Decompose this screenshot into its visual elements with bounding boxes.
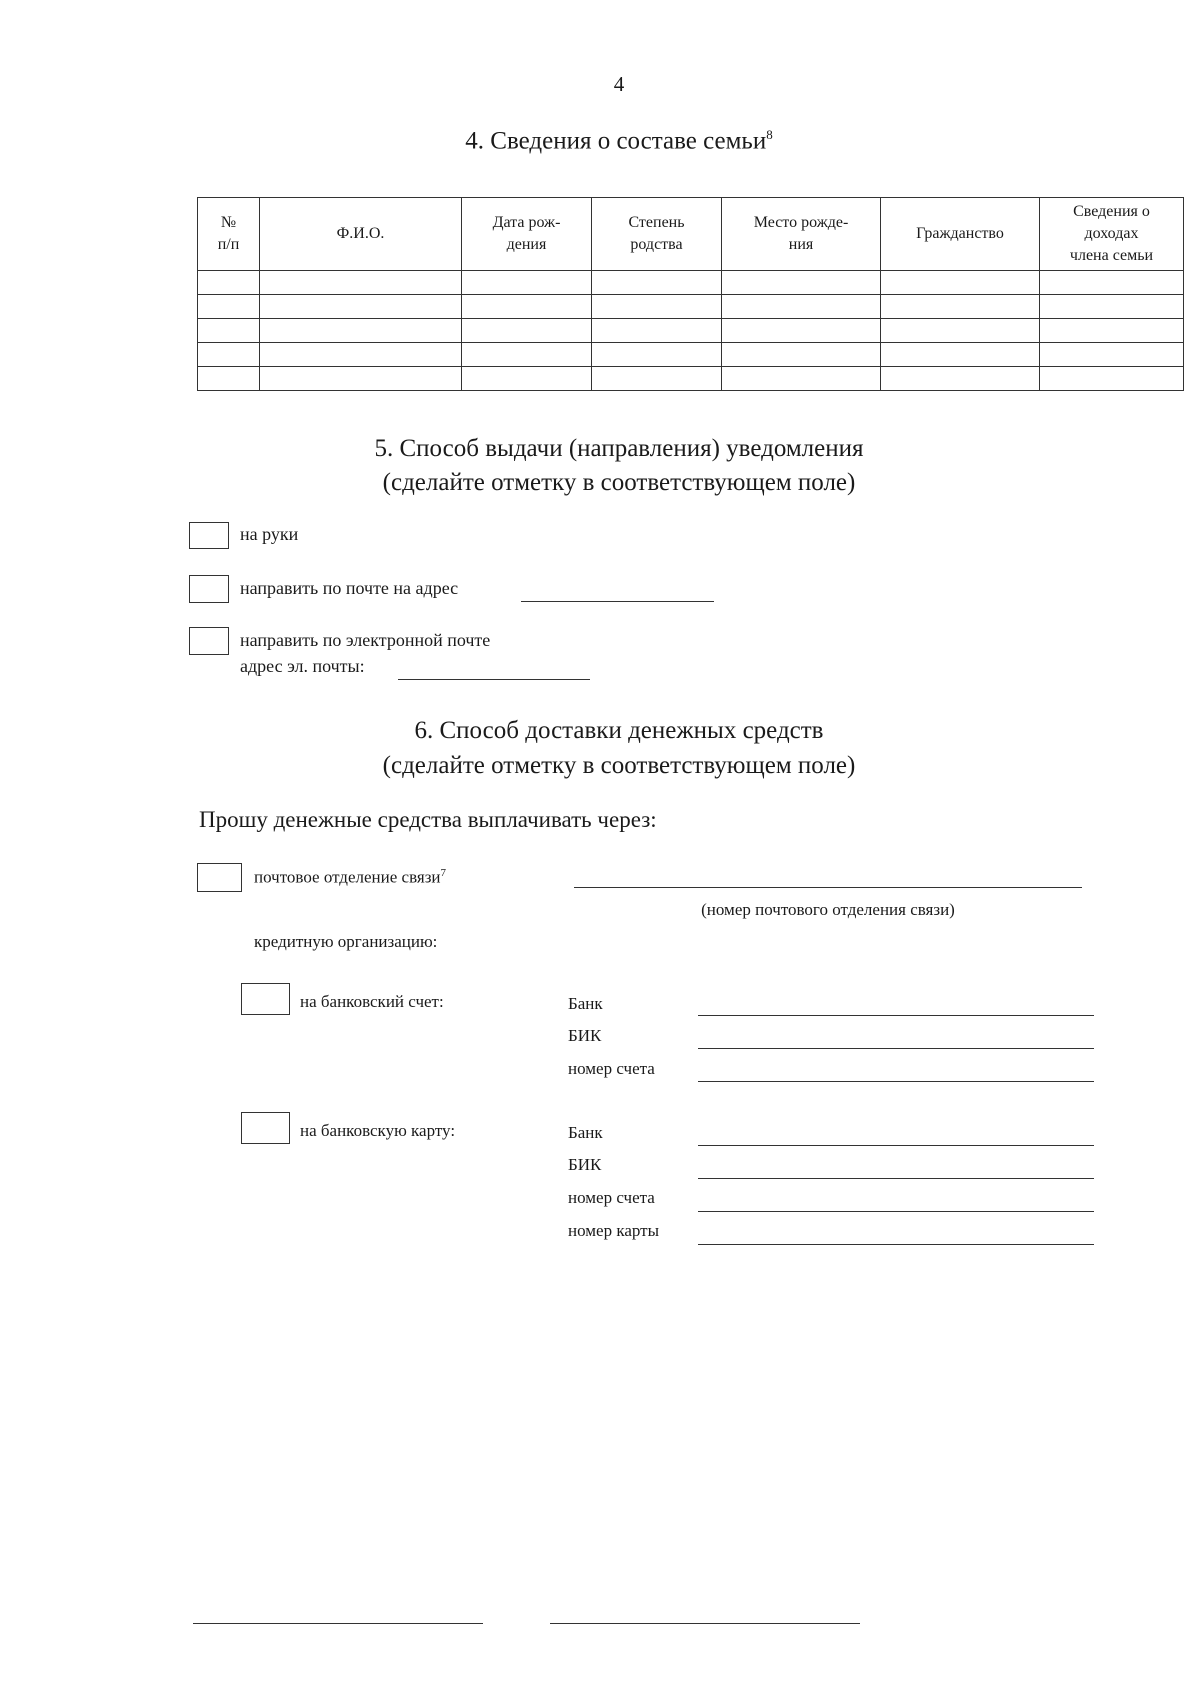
- checkbox-post-delivery[interactable]: [189, 575, 229, 603]
- section-5-subtitle: (сделайте отметку в соответствующем поле): [382, 469, 856, 496]
- column-header-birth-place: Место рожде- ния: [722, 198, 881, 271]
- footnote-mark: 7: [440, 867, 447, 879]
- section-4-title: [0, 127, 1200, 155]
- table-cell[interactable]: [260, 271, 462, 295]
- table-cell[interactable]: [260, 295, 462, 319]
- table-cell[interactable]: [462, 343, 592, 367]
- bank-account-bank-line[interactable]: [698, 1015, 1094, 1016]
- bank-card-number-line[interactable]: [698, 1244, 1094, 1245]
- family-composition-table: [197, 197, 1184, 391]
- table-cell[interactable]: [722, 367, 881, 391]
- column-header-citizenship: Гражданство: [881, 198, 1040, 271]
- column-header-birth-date: Дата рож- дения: [462, 198, 592, 271]
- table-cell[interactable]: [198, 343, 260, 367]
- column-header-number: № п/п: [198, 198, 260, 271]
- table-cell[interactable]: [592, 271, 722, 295]
- table-cell[interactable]: [881, 367, 1040, 391]
- post-office-label: [254, 867, 446, 888]
- table-cell[interactable]: [592, 295, 722, 319]
- table-cell[interactable]: [722, 271, 881, 295]
- table-row: [198, 295, 1184, 319]
- bank-card-bank-line[interactable]: [698, 1145, 1094, 1146]
- checkbox-hand-delivery[interactable]: [189, 522, 229, 549]
- table-cell[interactable]: [881, 295, 1040, 319]
- post-office-label-text: почтовое отделение связи: [254, 867, 441, 887]
- table-cell[interactable]: [462, 367, 592, 391]
- table-cell[interactable]: [1040, 367, 1184, 391]
- bank-card-account-label: номер счета: [568, 1188, 655, 1207]
- table-cell[interactable]: [1040, 295, 1184, 319]
- signature-decoding-line[interactable]: [550, 1623, 860, 1624]
- credit-organization-label: кредитную организацию:: [254, 932, 438, 951]
- table-cell[interactable]: [722, 343, 881, 367]
- signature-line[interactable]: [193, 1623, 483, 1624]
- option-post-delivery-label: направить по почте на адрес: [240, 578, 459, 598]
- page-number: 4: [613, 72, 625, 96]
- section-5-title: 5. Способ выдачи (направления) уведомления: [374, 435, 864, 462]
- bank-card-bik-line[interactable]: [698, 1178, 1094, 1179]
- option-hand-delivery-label: на руки: [240, 524, 299, 544]
- table-cell[interactable]: [592, 319, 722, 343]
- table-cell[interactable]: [592, 367, 722, 391]
- bank-card-bik-label: БИК: [568, 1155, 602, 1174]
- table-cell[interactable]: [592, 343, 722, 367]
- footnote-mark: 8: [766, 127, 773, 142]
- bank-card-number-label: номер карты: [568, 1221, 660, 1240]
- option-email-delivery-label: направить по электронной почте: [240, 630, 491, 650]
- table-row: [198, 367, 1184, 391]
- bank-account-number-line[interactable]: [698, 1081, 1094, 1082]
- table-cell[interactable]: [260, 319, 462, 343]
- checkbox-bank-card[interactable]: [241, 1112, 290, 1144]
- table-cell[interactable]: [198, 295, 260, 319]
- table-cell[interactable]: [260, 343, 462, 367]
- table-cell[interactable]: [1040, 319, 1184, 343]
- post-address-line[interactable]: [521, 601, 714, 602]
- bank-account-bik-line[interactable]: [698, 1048, 1094, 1049]
- bank-account-bank-label: Банк: [568, 994, 603, 1013]
- post-office-number-line[interactable]: [574, 887, 1082, 888]
- table-row: [198, 343, 1184, 367]
- email-address-line[interactable]: [398, 679, 590, 680]
- section-6-title: 6. Способ доставки денежных средств: [414, 717, 824, 744]
- table-row: [198, 271, 1184, 295]
- table-cell[interactable]: [260, 367, 462, 391]
- table-cell[interactable]: [462, 271, 592, 295]
- table-row: [198, 319, 1184, 343]
- bank-card-bank-label: Банк: [568, 1123, 603, 1142]
- column-header-income: Сведения о доходах члена семьи: [1040, 198, 1184, 271]
- bank-card-account-line[interactable]: [698, 1211, 1094, 1212]
- payment-intro: Прошу денежные средства выплачивать через:: [199, 807, 657, 832]
- checkbox-post-office[interactable]: [197, 863, 242, 892]
- table-cell[interactable]: [722, 319, 881, 343]
- table-cell[interactable]: [198, 271, 260, 295]
- bank-account-label: на банковский счет:: [300, 992, 444, 1011]
- checkbox-email-delivery[interactable]: [189, 627, 229, 655]
- checkbox-bank-account[interactable]: [241, 983, 290, 1015]
- section-6-subtitle: (сделайте отметку в соответствующем поле): [382, 752, 856, 779]
- table-cell[interactable]: [722, 295, 881, 319]
- table-cell[interactable]: [881, 319, 1040, 343]
- table-cell[interactable]: [462, 295, 592, 319]
- table-cell[interactable]: [462, 319, 592, 343]
- post-office-number-caption: (номер почтового отделения связи): [701, 900, 955, 919]
- bank-account-bik-label: БИК: [568, 1026, 602, 1045]
- email-address-label: адрес эл. почты:: [240, 656, 365, 676]
- table-cell[interactable]: [881, 271, 1040, 295]
- table-cell[interactable]: [1040, 271, 1184, 295]
- table-cell[interactable]: [198, 367, 260, 391]
- section-4-title-text: 4. Сведения о составе семьи: [465, 127, 767, 155]
- table-cell[interactable]: [198, 319, 260, 343]
- column-header-full-name: Ф.И.О.: [260, 198, 462, 271]
- table-cell[interactable]: [881, 343, 1040, 367]
- bank-account-number-label: номер счета: [568, 1059, 655, 1078]
- table-cell[interactable]: [1040, 343, 1184, 367]
- column-header-relationship: Степень родства: [592, 198, 722, 271]
- bank-card-label: на банковскую карту:: [300, 1121, 456, 1140]
